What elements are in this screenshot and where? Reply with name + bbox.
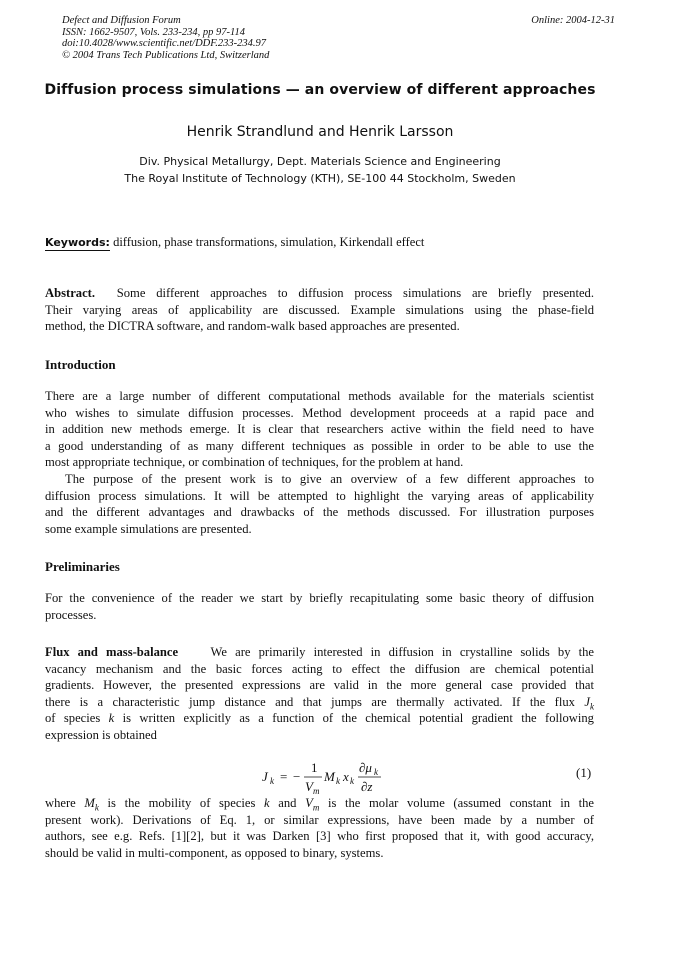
text-line: present work). Derivations of Eq. 1, or similar expressions, have been made by a number of bbox=[45, 812, 594, 827]
text-line: The purpose of the present work is to give an overview of a few different approaches to bbox=[65, 471, 594, 486]
svg-text:k: k bbox=[336, 776, 340, 786]
svg-text:−: − bbox=[293, 769, 301, 784]
svg-text:k: k bbox=[374, 767, 378, 777]
text-line: gradients. However, the presented expressions are valid in the more general case provided that bbox=[45, 678, 594, 693]
abstract-line bbox=[45, 285, 594, 302]
svg-text:V: V bbox=[305, 779, 313, 794]
text-fragment: of species bbox=[45, 711, 101, 726]
text-line: processes. bbox=[45, 607, 97, 622]
abstract-line: method, the DICTRA software, and random-walk based approaches are presented. bbox=[45, 319, 460, 334]
svg-text:k: k bbox=[350, 776, 354, 786]
svg-text:∂z: ∂z bbox=[361, 779, 373, 794]
keywords-text: diffusion, phase transformations, simulation, Kirkendall effect bbox=[113, 235, 425, 249]
section-heading-introduction: Introduction bbox=[45, 357, 116, 372]
text-fragment: is written explicitly as a function of the chemical potential gradient the following bbox=[122, 711, 594, 726]
text-line: expression is obtained bbox=[45, 727, 157, 742]
flux-continued-text bbox=[45, 795, 594, 861]
svg-text:J: J bbox=[262, 769, 268, 784]
journal-doi: doi:10.4028/www.scientific.net/DDF.233-234.97 bbox=[62, 38, 267, 49]
svg-text:m: m bbox=[313, 786, 320, 796]
text-line: diffusion process simulations. It will be attempted to highlight the varying areas of applicability bbox=[45, 488, 594, 503]
equation-1 bbox=[260, 760, 600, 796]
online-date: Online: 2004-12-31 bbox=[531, 15, 615, 26]
text-line: most appropriate technique, or combination of techniques, for the problem at hand. bbox=[45, 455, 464, 470]
text-line: some example simulations are presented. bbox=[45, 521, 252, 536]
journal-header bbox=[62, 15, 622, 61]
text-line: authors, see e.g. Refs. [1][2], but it was Darken [3] who first proposed that it, with good accuracy, bbox=[45, 829, 594, 844]
text-line: For the convenience of the reader we start by briefly recapitulating some basic theory of diffusion bbox=[45, 591, 594, 605]
equation-number: (1) bbox=[576, 765, 592, 780]
text-fragment: and bbox=[278, 796, 297, 810]
abstract-text: Some different approaches to diffusion process simulations are briefly presented. bbox=[116, 286, 595, 300]
svg-text:M: M bbox=[324, 769, 335, 784]
text-line: There are a large number of different computational methods available for the materials scientist bbox=[45, 389, 594, 403]
svg-text:∂μ: ∂μ bbox=[359, 760, 372, 775]
text-fragment: is the molar volume (assumed constant in the bbox=[327, 796, 595, 810]
journal-name: Defect and Diffusion Forum bbox=[62, 15, 181, 26]
abstract-line: Their varying areas of applicability are discussed. Example simulations using the phase-field bbox=[45, 302, 594, 317]
flux-text bbox=[45, 644, 594, 744]
svg-text:x: x bbox=[343, 769, 349, 784]
text-fragment: We are primarily interested in diffusion in crystalline solids by the bbox=[210, 645, 594, 659]
paper-authors: Henrik Strandlund and Henrik Larsson bbox=[186, 124, 454, 140]
text-line: vacancy mechanism and the basic forces acting to effect the diffusion are chemical potential bbox=[45, 661, 594, 676]
journal-copyright: © 2004 Trans Tech Publications Ltd, Switzerland bbox=[62, 49, 270, 61]
journal-issn: ISSN: 1662-9507, Vols. 233-234, pp 97-114 bbox=[62, 26, 245, 38]
introduction-text bbox=[45, 388, 594, 537]
text-line: should be valid in multi-component, as opposed to binary, systems. bbox=[45, 845, 384, 860]
abstract bbox=[45, 285, 594, 335]
section-heading-preliminaries: Preliminaries bbox=[45, 559, 120, 574]
text-fragment: where bbox=[45, 796, 76, 810]
text-fragment: is the mobility of species bbox=[107, 796, 256, 810]
text-fragment: there is a characteristic jump distance and that jumps are thermally activated. If the flux bbox=[45, 694, 575, 709]
text-line: who wishes to simulate diffusion processes. Method development proceeds at a rapid pace and bbox=[45, 405, 594, 420]
text-line: there is a characteristic jump distance and that jumps are thermally activated. If the flux $J_k$ bbox=[45, 694, 595, 712]
paper-title: Diffusion process simulations — an overview of different approaches bbox=[44, 82, 596, 98]
text-line: of species k is written explicitly as a function of the chemical potential gradient the following bbox=[45, 711, 594, 726]
text-line: a good understanding of as many different techniques as possible in order to be able to use the bbox=[45, 438, 594, 453]
affiliation-line-2: The Royal Institute of Technology (KTH), SE-100 44 Stockholm, Sweden bbox=[124, 171, 516, 185]
keywords-label: Keywords: bbox=[45, 236, 110, 249]
abstract-label: Abstract. bbox=[45, 286, 96, 300]
subsection-heading-flux: Flux and mass-balance bbox=[45, 645, 179, 659]
text-line: in addition new methods emerge. It is clear that researchers active within the field need to have bbox=[45, 422, 594, 437]
keywords bbox=[45, 235, 605, 250]
text-line: where $M_k$ is the mobility of species k and $V_m$ is the molar volume (assumed constant in the bbox=[45, 796, 595, 813]
svg-text:=: = bbox=[280, 769, 288, 784]
text-line: and the different advantages and drawbacks of the methods discussed. For illustration purposes bbox=[45, 505, 594, 520]
affiliation bbox=[0, 154, 640, 187]
text-line bbox=[45, 644, 594, 661]
svg-text:1: 1 bbox=[311, 760, 318, 775]
preliminaries-text bbox=[45, 590, 594, 623]
svg-text:k: k bbox=[270, 776, 274, 786]
affiliation-line-1: Div. Physical Metallurgy, Dept. Materials Science and Engineering bbox=[139, 155, 501, 168]
